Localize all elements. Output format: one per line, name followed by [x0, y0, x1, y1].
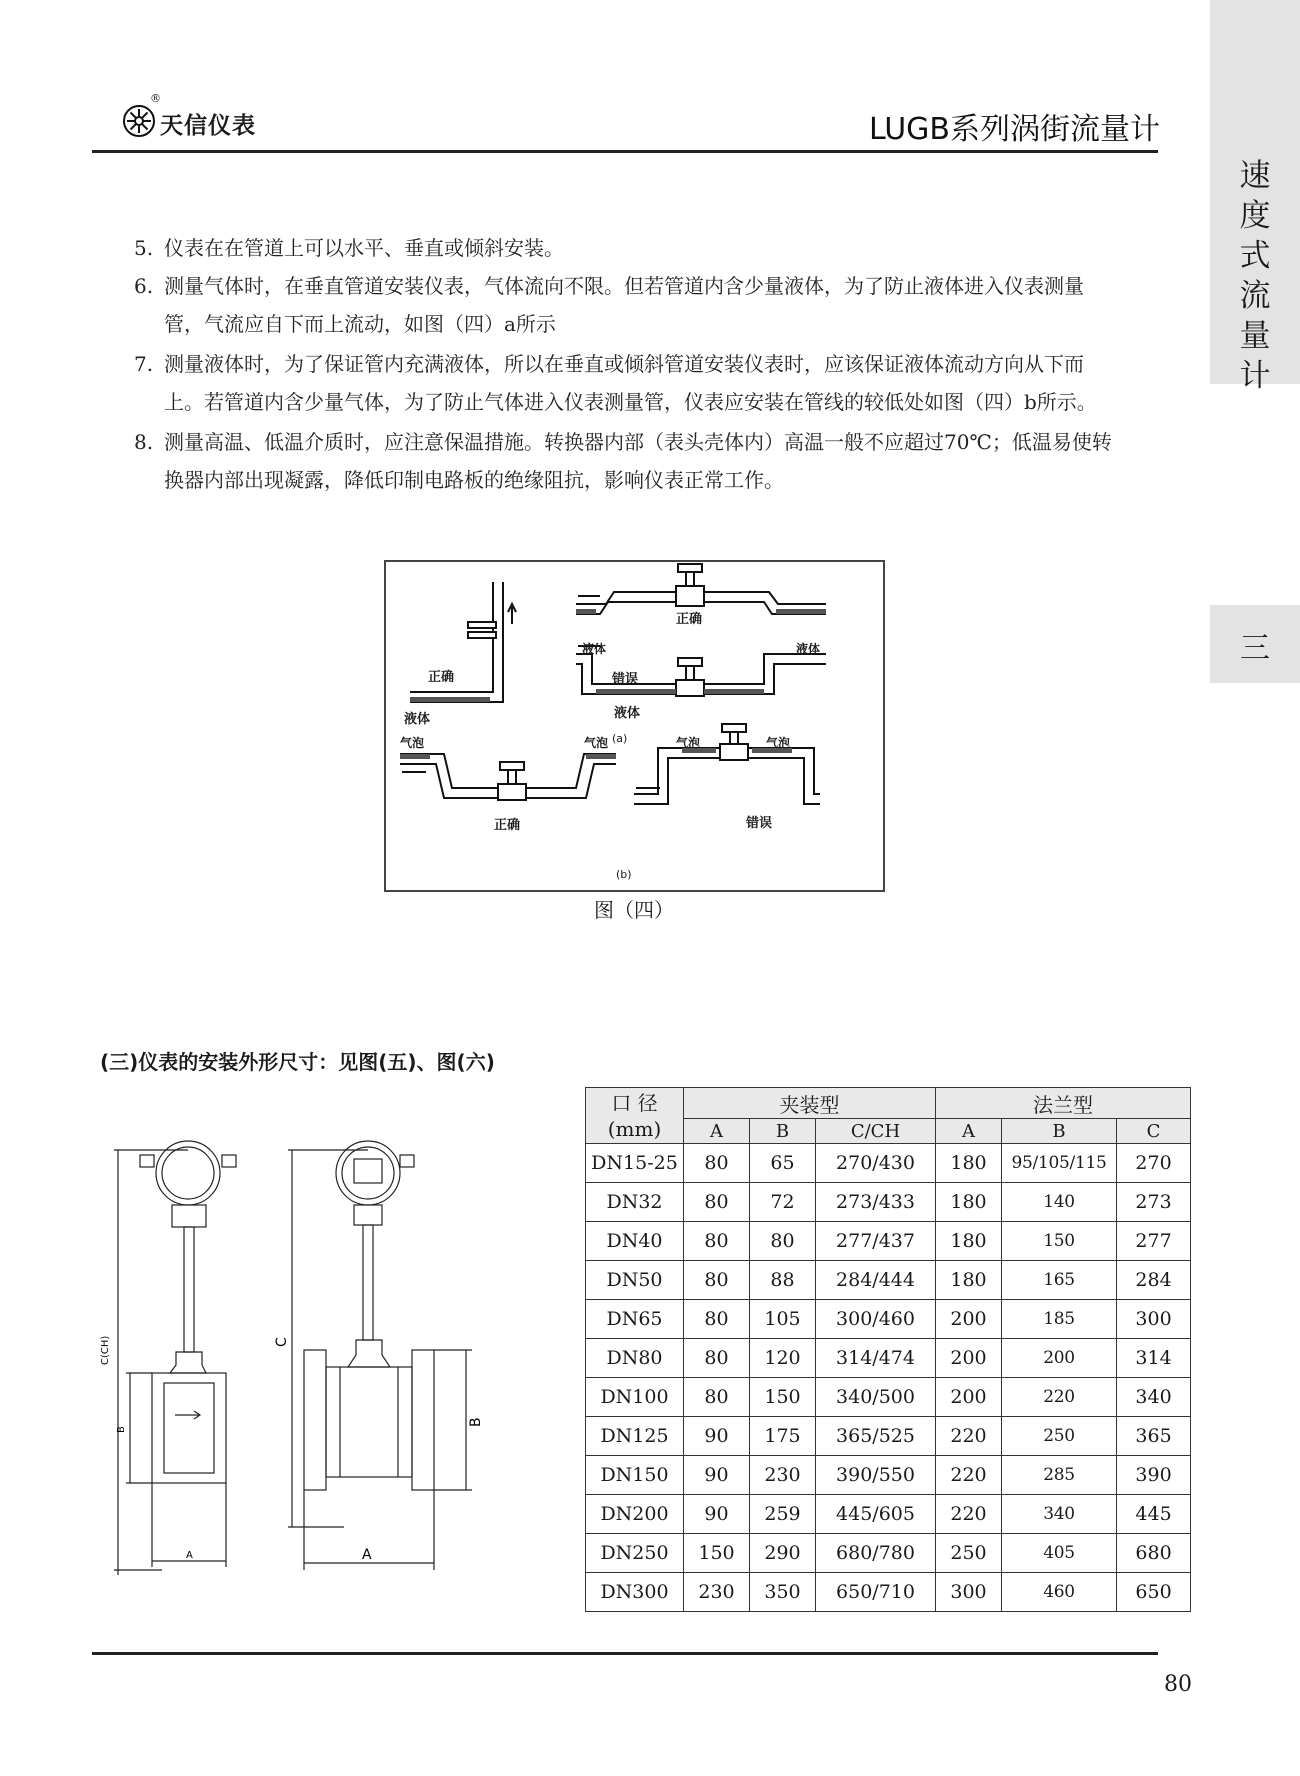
- dimension-table: [585, 1087, 1191, 1612]
- table-cell: 250: [1002, 1417, 1117, 1456]
- brand-name: 天信仪表: [160, 112, 256, 139]
- table-row: [586, 1573, 1191, 1612]
- table-cell: 150: [750, 1378, 816, 1417]
- table-cell: 365: [1117, 1417, 1191, 1456]
- column-header: B: [1002, 1119, 1117, 1144]
- label-wrong: 错误: [612, 672, 639, 687]
- table-cell: 200: [1002, 1339, 1117, 1378]
- column-header: B: [750, 1119, 816, 1144]
- table-cell: 365/525: [816, 1417, 936, 1456]
- table-cell: 259: [750, 1495, 816, 1534]
- table-cell: 220: [936, 1456, 1002, 1495]
- table-row: [586, 1534, 1191, 1573]
- table-cell-size: DN50: [586, 1261, 684, 1300]
- table-cell: 460: [1002, 1573, 1117, 1612]
- footer-divider: [92, 1652, 1158, 1655]
- table-cell: 180: [936, 1183, 1002, 1222]
- table-cell: 180: [936, 1261, 1002, 1300]
- label-bubble: 气泡: [766, 736, 791, 750]
- installation-figure: [384, 560, 885, 892]
- table-cell: 340/500: [816, 1378, 936, 1417]
- table-cell: 140: [1002, 1183, 1117, 1222]
- table-row: [586, 1261, 1191, 1300]
- table-cell: 80: [684, 1300, 750, 1339]
- table-cell-size: DN200: [586, 1495, 684, 1534]
- instruction-item: 6. 测量气体时，在垂直管道安装仪表，气体流向不限。但若管道内含少量液体，为了防止液体进入仪表测量 管，气流应自下而上流动，如图（四）a所示: [134, 274, 1084, 336]
- instruction-item: 5. 仪表在在管道上可以水平、垂直或倾斜安装。: [134, 236, 564, 260]
- table-cell: 314: [1117, 1339, 1191, 1378]
- label-bubble: 气泡: [584, 736, 609, 750]
- table-cell: 88: [750, 1261, 816, 1300]
- table-cell: 285: [1002, 1456, 1117, 1495]
- label-correct: 正确: [676, 612, 703, 627]
- dimension-label-b: B: [468, 1417, 484, 1427]
- section-tab-label: 三: [1240, 631, 1270, 666]
- label-sub-b: (b): [616, 868, 632, 881]
- table-cell-size: DN100: [586, 1378, 684, 1417]
- table-cell-size: DN15-25: [586, 1144, 684, 1183]
- table-row: [586, 1339, 1191, 1378]
- page-title: LUGB系列涡街流量计: [868, 112, 1160, 147]
- table-cell: 680: [1117, 1534, 1191, 1573]
- table-cell: 72: [750, 1183, 816, 1222]
- table-row: [586, 1456, 1191, 1495]
- table-row: [586, 1417, 1191, 1456]
- table-cell: 220: [936, 1495, 1002, 1534]
- table-cell-size: DN250: [586, 1534, 684, 1573]
- table-cell: 270: [1117, 1144, 1191, 1183]
- dimension-drawings: [100, 1115, 550, 1575]
- label-sub-a: (a): [612, 732, 628, 745]
- table-row: [586, 1300, 1191, 1339]
- table-cell: 105: [750, 1300, 816, 1339]
- table-cell: 95/105/115: [1002, 1144, 1117, 1183]
- table-cell: 185: [1002, 1300, 1117, 1339]
- table-cell: 340: [1117, 1378, 1191, 1417]
- table-cell: 180: [936, 1222, 1002, 1261]
- dimension-label-a: A: [362, 1547, 372, 1563]
- label-wrong: 错误: [746, 816, 773, 831]
- table-cell: 80: [684, 1144, 750, 1183]
- table-cell: 90: [684, 1495, 750, 1534]
- table-cell: 200: [936, 1378, 1002, 1417]
- category-tab-label: 速 度 式 流 量 计: [1239, 158, 1271, 394]
- table-cell: 273: [1117, 1183, 1191, 1222]
- table-cell: 300/460: [816, 1300, 936, 1339]
- table-row: [586, 1183, 1191, 1222]
- table-cell: 390: [1117, 1456, 1191, 1495]
- label-correct: 正确: [428, 670, 455, 685]
- table-header-row: [586, 1088, 1191, 1119]
- dimension-label-b: B: [116, 1426, 127, 1433]
- table-cell: 350: [750, 1573, 816, 1612]
- table-corner-header: 口 径 (mm): [586, 1088, 684, 1144]
- table-cell: 80: [684, 1339, 750, 1378]
- table-cell-size: DN40: [586, 1222, 684, 1261]
- table-cell: 220: [936, 1417, 1002, 1456]
- dimension-label-ch: C(CH): [100, 1335, 111, 1365]
- column-header: C: [1117, 1119, 1191, 1144]
- label-liquid: 液体: [582, 642, 607, 656]
- table-cell: 200: [936, 1339, 1002, 1378]
- table-cell: 284/444: [816, 1261, 936, 1300]
- category-tab: [1210, 0, 1300, 394]
- table-cell: 175: [750, 1417, 816, 1456]
- table-cell: 650: [1117, 1573, 1191, 1612]
- table-cell: 90: [684, 1417, 750, 1456]
- table-cell: 230: [750, 1456, 816, 1495]
- table-cell-size: DN65: [586, 1300, 684, 1339]
- registered-mark: ®: [150, 92, 161, 105]
- brand-logo-icon: [122, 104, 156, 138]
- label-bubble: 气泡: [676, 736, 701, 750]
- table-cell: 445: [1117, 1495, 1191, 1534]
- table-cell: 80: [684, 1261, 750, 1300]
- table-cell: 314/474: [816, 1339, 936, 1378]
- page-number: 80: [1164, 1672, 1192, 1697]
- table-cell: 220: [1002, 1378, 1117, 1417]
- table-cell: 290: [750, 1534, 816, 1573]
- label-liquid: 液体: [796, 642, 821, 656]
- label-liquid: 液体: [614, 706, 641, 721]
- table-row: [586, 1378, 1191, 1417]
- dimension-label-c: C: [274, 1337, 290, 1347]
- group-header-clamp: 夹装型: [684, 1088, 936, 1119]
- table-cell: 230: [684, 1573, 750, 1612]
- table-cell: 80: [750, 1222, 816, 1261]
- table-row: [586, 1495, 1191, 1534]
- table-cell: 165: [1002, 1261, 1117, 1300]
- group-header-flange: 法兰型: [936, 1088, 1191, 1119]
- instruction-item: 8. 测量高温、低温介质时，应注意保温措施。转换器内部（表头壳体内）高温一般不应超过70℃；低温易使转 换器内部出现凝露，降低印制电路板的绝缘阻抗，影响仪表正常工作。: [134, 430, 1112, 492]
- table-cell-size: DN80: [586, 1339, 684, 1378]
- label-liquid: 液体: [404, 712, 431, 727]
- section-tab: [1210, 605, 1300, 683]
- dimension-label-a: A: [186, 1550, 193, 1561]
- column-header: A: [684, 1119, 750, 1144]
- table-cell-size: DN32: [586, 1183, 684, 1222]
- table-row: [586, 1222, 1191, 1261]
- table-cell: 300: [936, 1573, 1002, 1612]
- column-header: A: [936, 1119, 1002, 1144]
- table-row: [586, 1144, 1191, 1183]
- header-divider: [92, 150, 1158, 153]
- table-cell: 180: [936, 1144, 1002, 1183]
- table-cell: 445/605: [816, 1495, 936, 1534]
- column-header: C/CH: [816, 1119, 936, 1144]
- table-cell: 340: [1002, 1495, 1117, 1534]
- table-cell: 80: [684, 1378, 750, 1417]
- label-bubble: 气泡: [400, 736, 425, 750]
- table-cell: 120: [750, 1339, 816, 1378]
- table-cell: 650/710: [816, 1573, 936, 1612]
- section-heading: (三)仪表的安装外形尺寸：见图(五)、图(六): [100, 1050, 495, 1074]
- table-cell: 200: [936, 1300, 1002, 1339]
- table-cell: 277/437: [816, 1222, 936, 1261]
- table-cell: 270/430: [816, 1144, 936, 1183]
- table-cell: 65: [750, 1144, 816, 1183]
- table-cell-size: DN300: [586, 1573, 684, 1612]
- table-cell: 300: [1117, 1300, 1191, 1339]
- table-cell: 150: [1002, 1222, 1117, 1261]
- figure-caption: 图（四）: [594, 898, 674, 922]
- table-cell: 80: [684, 1183, 750, 1222]
- table-cell: 277: [1117, 1222, 1191, 1261]
- table-cell: 273/433: [816, 1183, 936, 1222]
- table-cell: 150: [684, 1534, 750, 1573]
- table-cell: 90: [684, 1456, 750, 1495]
- installation-sketch: [386, 562, 883, 890]
- table-cell-size: DN150: [586, 1456, 684, 1495]
- instruction-item: 7. 测量液体时，为了保证管内充满液体，所以在垂直或倾斜管道安装仪表时，应该保证液体流动方向从下而 上。若管道内含少量气体，为了防止气体进入仪表测量管，仪表应安装在管线的较低处如图（四）b所示。: [134, 352, 1097, 414]
- table-cell: 80: [684, 1222, 750, 1261]
- table-cell: 390/550: [816, 1456, 936, 1495]
- table-cell: 284: [1117, 1261, 1191, 1300]
- table-cell: 405: [1002, 1534, 1117, 1573]
- table-cell-size: DN125: [586, 1417, 684, 1456]
- table-cell: 250: [936, 1534, 1002, 1573]
- label-correct: 正确: [494, 818, 521, 833]
- table-cell: 680/780: [816, 1534, 936, 1573]
